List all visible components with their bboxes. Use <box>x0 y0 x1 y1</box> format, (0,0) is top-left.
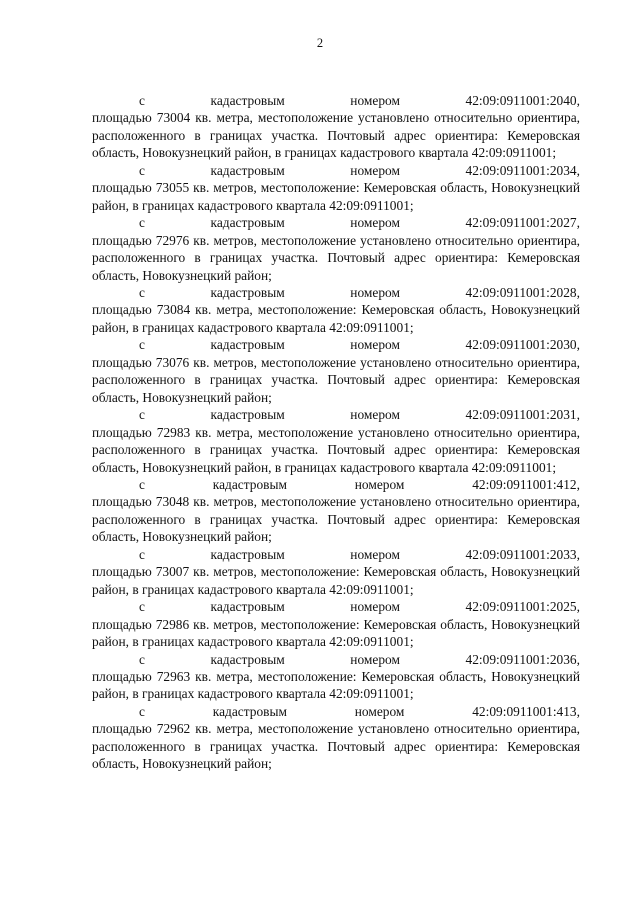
prefix-word: с <box>139 476 145 492</box>
body-text <box>92 92 580 773</box>
paragraph-7 <box>92 476 580 546</box>
paragraph-text: площадью 73084 кв. метра, местоположение: Кемеровская область, Новокузнецкий район, в границах кадастрового квартала 42:09:0911001; <box>92 302 580 335</box>
prefix-word: с <box>139 599 145 615</box>
cadastral-word: кадастровым <box>210 407 285 423</box>
cadastral-number: 42:09:0911001:2036, <box>465 651 580 667</box>
paragraph-text: площадью 73004 кв. метра, местоположение установлено относительно ориентира, расположенного в границах участка. Почтовый адрес ориентира: Кемеровская область, Новокузнецкий район, в границах кадастрового квартала 42:09:0911001; <box>92 110 580 161</box>
cadastral-number: 42:09:0911001:2027, <box>465 215 580 231</box>
number-word: номером <box>350 599 400 615</box>
cadastral-number: 42:09:0911001:2030, <box>465 337 580 353</box>
paragraph-text: площадью 72983 кв. метра, местоположение установлено относительно ориентира, расположенного в границах участка. Почтовый адрес ориентира: Кемеровская область, Новокузнецкий район, в границах кадастрового квартала 42:09:0911001; <box>92 424 580 475</box>
paragraph-text: площадью 72963 кв. метра, местоположение: Кемеровская область, Новокузнецкий район, в границах кадастрового квартала 42:09:0911001; <box>92 668 580 702</box>
cadastral-word: кадастровым <box>210 599 285 615</box>
paragraph-lead-line <box>92 651 580 668</box>
cadastral-word: кадастровым <box>210 651 285 667</box>
prefix-word: с <box>139 407 145 423</box>
number-word: номером <box>350 337 400 353</box>
cadastral-word: кадастровым <box>210 93 285 108</box>
paragraph-lead-line <box>92 546 580 563</box>
paragraph-8 <box>92 546 580 598</box>
number-word: номером <box>354 476 405 492</box>
prefix-word: с <box>139 337 145 353</box>
paragraph-lead-line <box>92 92 580 109</box>
paragraph-lead-line <box>92 284 580 301</box>
cadastral-number: 42:09:0911001:2028, <box>465 284 580 300</box>
number-word: номером <box>350 162 400 178</box>
paragraph-text: площадью 73055 кв. метров, местоположение: Кемеровская область, Новокузнецкий район, в границах кадастрового квартала 42:09:0911001; <box>92 180 580 213</box>
cadastral-word: кадастровым <box>210 337 285 353</box>
cadastral-word: кадастровым <box>212 703 287 719</box>
paragraph-text: площадью 72962 кв. метра, местоположение установлено относительно ориентира, расположенного в границах участка. Почтовый адрес ориентира: Кемеровская область, Новокузнецкий район; <box>92 721 580 772</box>
cadastral-number: 42:09:0911001:412, <box>472 476 580 492</box>
paragraph-lead-line <box>92 598 580 615</box>
prefix-word: с <box>139 162 145 178</box>
paragraph-text: площадью 72986 кв. метров, местоположение: Кемеровская область, Новокузнецкий район, в границах кадастрового квартала 42:09:0911001; <box>92 616 580 650</box>
paragraph-11 <box>92 703 580 773</box>
paragraph-lead-line <box>92 336 580 353</box>
cadastral-number: 42:09:0911001:2033, <box>465 546 580 562</box>
number-word: номером <box>350 651 400 667</box>
prefix-word: с <box>139 284 145 300</box>
paragraph-6 <box>92 406 580 476</box>
paragraph-text: площадью 73048 кв. метров, местоположение установлено относительно ориентира, расположенного в границах участка. Почтовый адрес ориентира: Кемеровская область, Новокузнецкий район; <box>92 494 580 545</box>
cadastral-word: кадастровым <box>210 162 285 178</box>
paragraph-text: площадью 73007 кв. метров, местоположение: Кемеровская область, Новокузнецкий район, в границах кадастрового квартала 42:09:0911001; <box>92 564 580 597</box>
paragraph-text: площадью 72976 кв. метров, местоположение установлено относительно ориентира, расположенного в границах участка. Почтовый адрес ориентира: Кемеровская область, Новокузнецкий район; <box>92 232 580 283</box>
prefix-word: с <box>139 651 145 667</box>
paragraph-lead-line <box>92 476 580 493</box>
cadastral-word: кадастровым <box>210 284 285 300</box>
cadastral-number: 42:09:0911001:2040, <box>465 93 580 108</box>
cadastral-number: 42:09:0911001:2031, <box>465 407 580 423</box>
number-word: номером <box>350 93 400 108</box>
paragraph-lead-line <box>92 214 580 231</box>
number-word: номером <box>350 546 400 562</box>
prefix-word: с <box>139 546 145 562</box>
cadastral-number: 42:09:0911001:2034, <box>465 162 580 178</box>
cadastral-word: кадастровым <box>212 476 287 492</box>
page-number: 2 <box>316 36 324 50</box>
paragraph-lead-line <box>92 162 580 179</box>
cadastral-number: 42:09:0911001:2025, <box>465 599 580 615</box>
number-word: номером <box>350 284 400 300</box>
prefix-word: с <box>139 93 145 108</box>
paragraph-lead-line <box>92 406 580 423</box>
paragraph-10 <box>92 651 580 703</box>
number-word: номером <box>354 703 405 719</box>
paragraph-9 <box>92 598 580 650</box>
paragraph-lead-line <box>92 703 580 720</box>
paragraph-1 <box>92 92 580 162</box>
number-word: номером <box>350 407 400 423</box>
paragraph-4 <box>92 284 580 336</box>
prefix-word: с <box>139 215 145 231</box>
paragraph-5 <box>92 336 580 406</box>
paragraph-3 <box>92 214 580 284</box>
number-word: номером <box>350 215 400 231</box>
prefix-word: с <box>139 703 145 719</box>
cadastral-number: 42:09:0911001:413, <box>472 703 580 719</box>
cadastral-word: кадастровым <box>210 215 285 231</box>
paragraph-text: площадью 73076 кв. метров, местоположение установлено относительно ориентира, расположенного в границах участка. Почтовый адрес ориентира: Кемеровская область, Новокузнецкий район; <box>92 354 580 405</box>
paragraph-2 <box>92 162 580 214</box>
cadastral-word: кадастровым <box>210 546 285 562</box>
